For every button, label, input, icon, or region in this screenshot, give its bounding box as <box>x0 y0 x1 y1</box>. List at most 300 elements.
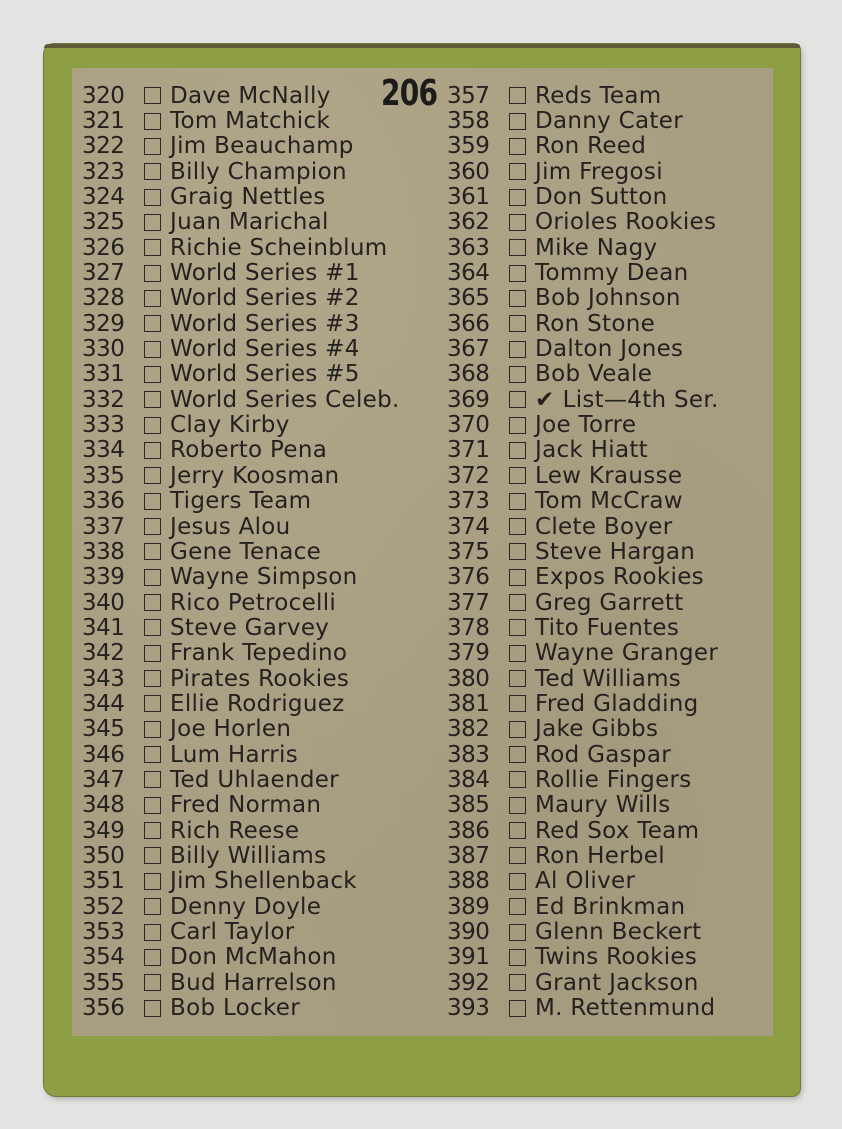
card-number-label: 338 <box>82 538 125 565</box>
checklist-entry <box>82 615 400 640</box>
checkbox[interactable] <box>144 417 161 434</box>
card-number-label: 369 <box>447 386 490 413</box>
checkbox[interactable] <box>509 366 526 383</box>
player-name: Richie Scheinblum <box>170 234 388 261</box>
checklist-entry <box>82 869 400 894</box>
player-name: Don Sutton <box>535 184 668 211</box>
checklist-entry <box>82 108 400 133</box>
player-name: World Series #4 <box>170 336 360 363</box>
checkbox[interactable] <box>509 949 526 966</box>
checkbox[interactable] <box>144 113 161 130</box>
checklist-entry <box>447 286 719 311</box>
checkbox[interactable] <box>509 797 526 814</box>
checklist-entry <box>447 260 719 285</box>
player-name: Carl Taylor <box>170 919 295 946</box>
card-number-label: 334 <box>82 437 125 464</box>
card-number-label: 380 <box>447 665 490 692</box>
player-name: Rod Gaspar <box>535 741 671 768</box>
checkbox[interactable] <box>144 974 161 991</box>
card-number-label: 329 <box>82 310 125 337</box>
player-name: Expos Rookies <box>535 564 704 591</box>
player-name: Ted Williams <box>535 665 682 692</box>
checklist-entry <box>447 83 719 108</box>
card-number-label: 361 <box>447 184 490 211</box>
checkbox[interactable] <box>509 645 526 662</box>
player-name: Jack Hiatt <box>535 437 648 464</box>
checkbox[interactable] <box>509 341 526 358</box>
checkbox[interactable] <box>509 113 526 130</box>
checkbox[interactable] <box>144 138 161 155</box>
checklist-entry <box>82 970 400 995</box>
card-number-label: 350 <box>82 842 125 869</box>
player-name: World Series #1 <box>170 260 360 287</box>
player-name: World Series Celeb. <box>170 386 400 413</box>
card-number-label: 355 <box>82 969 125 996</box>
player-name: Steve Hargan <box>535 538 696 565</box>
checklist-entry <box>447 514 719 539</box>
checklist-entry <box>82 260 400 285</box>
card-number-label: 348 <box>82 792 125 819</box>
card-number-label: 326 <box>82 234 125 261</box>
card-number-label: 325 <box>82 209 125 236</box>
player-name: Rich Reese <box>170 817 300 844</box>
player-name: Roberto Pena <box>170 437 328 464</box>
card-number-label: 366 <box>447 310 490 337</box>
card-number-label: 341 <box>82 614 125 641</box>
card-number-label: 356 <box>82 995 125 1022</box>
player-name: World Series #5 <box>170 361 360 388</box>
checklist-entry <box>82 134 400 159</box>
checklist-entry <box>447 767 719 792</box>
card-number-label: 346 <box>82 741 125 768</box>
checkbox[interactable] <box>144 822 161 839</box>
player-name: Red Sox Team <box>535 817 700 844</box>
card-number-label: 333 <box>82 412 125 439</box>
card-number-label: 331 <box>82 361 125 388</box>
card-number-label: 368 <box>447 361 490 388</box>
checklist-entry <box>447 717 719 742</box>
checklist-entry <box>82 641 400 666</box>
card-number-label: 323 <box>82 158 125 185</box>
checkbox[interactable] <box>509 417 526 434</box>
checkbox[interactable] <box>144 315 161 332</box>
card-number-label: 377 <box>447 589 490 616</box>
checklist-entry <box>82 565 400 590</box>
card-number-label: 340 <box>82 589 125 616</box>
card-number-label: 365 <box>447 285 490 312</box>
card-number-label: 378 <box>447 614 490 641</box>
player-name: Al Oliver <box>535 868 636 895</box>
card-number-label: 343 <box>82 665 125 692</box>
checklist-entry <box>447 489 719 514</box>
card-number-label: 357 <box>447 82 490 109</box>
checklist-entry <box>82 159 400 184</box>
checkbox[interactable] <box>144 695 161 712</box>
checklist-entry <box>447 818 719 843</box>
checkbox[interactable] <box>509 974 526 991</box>
checkbox[interactable] <box>144 518 161 535</box>
player-name: Ron Herbel <box>535 842 665 869</box>
checklist-entry <box>82 742 400 767</box>
player-name: Mike Nagy <box>535 234 658 261</box>
player-name: Juan Marichal <box>170 209 329 236</box>
checkbox[interactable] <box>144 391 161 408</box>
checkbox[interactable] <box>509 924 526 941</box>
checklist-entry <box>447 995 719 1020</box>
checklist-entry <box>82 311 400 336</box>
checklist-entry <box>82 336 400 361</box>
card-number-label: 342 <box>82 640 125 667</box>
checklist-entry <box>447 463 719 488</box>
player-name: Ron Stone <box>535 310 656 337</box>
checkbox[interactable] <box>509 746 526 763</box>
checklist-entry <box>82 919 400 944</box>
checkbox[interactable] <box>509 163 526 180</box>
card-number-label: 386 <box>447 817 490 844</box>
checkbox[interactable] <box>144 189 161 206</box>
checkbox[interactable] <box>509 619 526 636</box>
player-name: Fred Gladding <box>535 690 699 717</box>
player-name: Clete Boyer <box>535 513 673 540</box>
checkbox[interactable] <box>144 87 161 104</box>
card-number-label: 347 <box>82 766 125 793</box>
checklist-entry <box>82 894 400 919</box>
checklist-entry <box>447 590 719 615</box>
checkbox[interactable] <box>144 239 161 256</box>
player-name: Ellie Rodriguez <box>170 690 345 717</box>
checklist-entry <box>447 412 719 437</box>
player-name: Dave McNally <box>170 82 331 109</box>
player-name: Glenn Beckert <box>535 919 702 946</box>
player-name: Jim Fregosi <box>535 158 663 185</box>
checklist-entry <box>82 412 400 437</box>
card-number-label: 373 <box>447 488 490 515</box>
player-name: Lew Krausse <box>535 462 683 489</box>
card-number-label: 391 <box>447 944 490 971</box>
checklist-entry <box>447 539 719 564</box>
checkbox[interactable] <box>509 467 526 484</box>
card-number-label: 371 <box>447 437 490 464</box>
checkbox[interactable] <box>509 391 526 408</box>
card-number-label: 322 <box>82 133 125 160</box>
player-name: Danny Cater <box>535 108 683 135</box>
card-number-label: 372 <box>447 462 490 489</box>
card-number-label: 367 <box>447 336 490 363</box>
checklist-entry <box>447 336 719 361</box>
player-name: Grant Jackson <box>535 969 699 996</box>
card-number-label: 324 <box>82 184 125 211</box>
checklist-entry <box>447 184 719 209</box>
checkbox[interactable] <box>144 543 161 560</box>
checklist-entry <box>82 463 400 488</box>
checkbox[interactable] <box>509 670 526 687</box>
card-number-label: 354 <box>82 944 125 971</box>
card-number-label: 388 <box>447 868 490 895</box>
checkbox[interactable] <box>509 569 526 586</box>
player-name: Tommy Dean <box>535 260 689 287</box>
checkbox[interactable] <box>509 543 526 560</box>
player-name: Maury Wills <box>535 792 671 819</box>
player-name: List—4th Ser. <box>562 386 719 413</box>
checklist-entry <box>82 387 400 412</box>
checkbox[interactable] <box>144 366 161 383</box>
card-number-label: 335 <box>82 462 125 489</box>
checklist-entry <box>447 565 719 590</box>
checkbox[interactable] <box>509 214 526 231</box>
checkbox[interactable] <box>509 898 526 915</box>
card-number-label: 349 <box>82 817 125 844</box>
card-number-label: 387 <box>447 842 490 869</box>
card-number-label: 332 <box>82 386 125 413</box>
player-name: Gene Tenace <box>170 538 322 565</box>
checklist-entry <box>447 894 719 919</box>
card-number-label: 382 <box>447 716 490 743</box>
checklist-entry <box>447 438 719 463</box>
player-name: Don McMahon <box>170 944 337 971</box>
checklist-entry <box>82 767 400 792</box>
checklist-entry <box>82 717 400 742</box>
player-name: Graig Nettles <box>170 184 326 211</box>
checkbox[interactable] <box>509 873 526 890</box>
player-name: Billy Champion <box>170 158 347 185</box>
player-name: Jake Gibbs <box>535 716 659 743</box>
checklist-entry <box>82 514 400 539</box>
checkbox[interactable] <box>144 746 161 763</box>
card-number-label: 358 <box>447 108 490 135</box>
player-name: Rollie Fingers <box>535 766 692 793</box>
checkbox[interactable] <box>144 645 161 662</box>
card-number-label: 345 <box>82 716 125 743</box>
card-number-label: 379 <box>447 640 490 667</box>
checklist-entry <box>82 539 400 564</box>
checklist-entry <box>82 590 400 615</box>
card-number-label: 375 <box>447 538 490 565</box>
checklist-entry <box>447 742 719 767</box>
checkbox[interactable] <box>509 493 526 510</box>
checkbox[interactable] <box>509 847 526 864</box>
checkbox[interactable] <box>144 847 161 864</box>
player-name: Jim Shellenback <box>170 868 357 895</box>
checklist-entry <box>447 362 719 387</box>
checkbox[interactable] <box>509 442 526 459</box>
checkbox[interactable] <box>509 265 526 282</box>
checkbox[interactable] <box>509 189 526 206</box>
checkbox[interactable] <box>144 569 161 586</box>
checkbox[interactable] <box>144 898 161 915</box>
checkbox[interactable] <box>509 771 526 788</box>
checklist-entry <box>447 843 719 868</box>
checklist-entry <box>447 945 719 970</box>
checklist-entry <box>447 159 719 184</box>
checklist-entry <box>82 818 400 843</box>
player-name: Jesus Alou <box>170 513 291 540</box>
card-number-label: 383 <box>447 741 490 768</box>
player-name: Frank Tepedino <box>170 640 348 667</box>
checklist-entry <box>82 793 400 818</box>
checklist-entry <box>82 235 400 260</box>
checkbox[interactable] <box>509 315 526 332</box>
checklist-entry <box>82 184 400 209</box>
card-number-label: 351 <box>82 868 125 895</box>
player-name: Bud Harrelson <box>170 969 337 996</box>
checklist-entry <box>447 134 719 159</box>
player-name: Fred Norman <box>170 792 322 819</box>
player-name: Billy Williams <box>170 842 327 869</box>
card-number-label: 321 <box>82 108 125 135</box>
checkbox[interactable] <box>509 594 526 611</box>
checkbox[interactable] <box>509 518 526 535</box>
checkbox[interactable] <box>144 721 161 738</box>
checkbox[interactable] <box>509 290 526 307</box>
player-name: Tigers Team <box>170 488 312 515</box>
checklist-entry <box>447 919 719 944</box>
player-name: Pirates Rookies <box>170 665 350 692</box>
card-number-label: 344 <box>82 690 125 717</box>
player-name: Rico Petrocelli <box>170 589 337 616</box>
card-number-label: 330 <box>82 336 125 363</box>
card-number-label: 389 <box>447 893 490 920</box>
card-number-label: 339 <box>82 564 125 591</box>
card-number-label: 384 <box>447 766 490 793</box>
checkbox[interactable] <box>509 721 526 738</box>
checklist-entry <box>447 387 719 412</box>
player-name: Lum Harris <box>170 741 298 768</box>
player-name: Clay Kirby <box>170 412 290 439</box>
player-name: Ed Brinkman <box>535 893 686 920</box>
card-number-label: 385 <box>447 792 490 819</box>
player-name: Tito Fuentes <box>535 614 680 641</box>
checklist-entry <box>82 945 400 970</box>
card-number-label: 352 <box>82 893 125 920</box>
checklist-entry <box>82 286 400 311</box>
checkbox[interactable] <box>144 442 161 459</box>
player-name: Steve Garvey <box>170 614 330 641</box>
player-name: Denny Doyle <box>170 893 322 920</box>
checkbox[interactable] <box>509 138 526 155</box>
checkbox[interactable] <box>144 341 161 358</box>
checklist-entry <box>447 210 719 235</box>
card-number-label: 374 <box>447 513 490 540</box>
player-name: Tom Matchick <box>170 108 331 135</box>
checklist-entry <box>82 691 400 716</box>
card-number-label: 390 <box>447 919 490 946</box>
card-number-label: 336 <box>82 488 125 515</box>
player-name: World Series #2 <box>170 285 360 312</box>
checklist-entry <box>447 970 719 995</box>
checkbox[interactable] <box>144 493 161 510</box>
checklist-entry <box>82 489 400 514</box>
player-name: Greg Garrett <box>535 589 684 616</box>
card-number-label: 381 <box>447 690 490 717</box>
checklist-entry <box>82 362 400 387</box>
card-number-label: 360 <box>447 158 490 185</box>
checklist-entry <box>82 995 400 1020</box>
checkbox[interactable] <box>144 163 161 180</box>
player-name: Wayne Granger <box>535 640 719 667</box>
checkbox[interactable] <box>144 265 161 282</box>
checklist-entry <box>447 235 719 260</box>
player-name: Wayne Simpson <box>170 564 358 591</box>
checkbox[interactable] <box>144 214 161 231</box>
checklist-entry <box>447 615 719 640</box>
checkbox[interactable] <box>509 87 526 104</box>
card-number-label: 328 <box>82 285 125 312</box>
checkbox[interactable] <box>509 695 526 712</box>
card-number-label: 362 <box>447 209 490 236</box>
player-name: Jerry Koosman <box>170 462 340 489</box>
card-number-label: 359 <box>447 133 490 160</box>
card-top-edge <box>44 44 800 48</box>
player-name: Tom McCraw <box>535 488 683 515</box>
player-name: Dalton Jones <box>535 336 684 363</box>
card-number-label: 320 <box>82 82 125 109</box>
checklist-entry <box>447 311 719 336</box>
checklist-entry <box>447 793 719 818</box>
checklist-entry <box>82 666 400 691</box>
checkbox[interactable] <box>144 467 161 484</box>
checklist-left-column <box>82 83 400 1021</box>
checkbox[interactable] <box>144 873 161 890</box>
checkbox[interactable] <box>144 594 161 611</box>
checkbox[interactable] <box>144 949 161 966</box>
checkbox[interactable] <box>144 797 161 814</box>
checklist-entry <box>447 666 719 691</box>
checkmark-icon: ✔ <box>535 386 555 413</box>
player-name: Joe Torre <box>535 412 637 439</box>
player-name: Jim Beauchamp <box>170 133 354 160</box>
player-name: Orioles Rookies <box>535 209 717 236</box>
card-number-label: 392 <box>447 969 490 996</box>
player-name: Ron Reed <box>535 133 647 160</box>
checklist-entry <box>447 641 719 666</box>
checklist-entry <box>82 210 400 235</box>
card-number-label: 327 <box>82 260 125 287</box>
checkbox[interactable] <box>509 1000 526 1017</box>
checklist-entry <box>447 108 719 133</box>
card-number-label: 364 <box>447 260 490 287</box>
checklist-right-column <box>447 83 719 1021</box>
card-number-label: 376 <box>447 564 490 591</box>
card-number-label: 337 <box>82 513 125 540</box>
checkbox[interactable] <box>144 619 161 636</box>
checkbox[interactable] <box>509 822 526 839</box>
player-name: Ted Uhlaender <box>170 766 339 793</box>
checklist-entry <box>82 438 400 463</box>
player-name: M. Rettenmund <box>535 995 716 1022</box>
player-name: Bob Johnson <box>535 285 681 312</box>
checkbox[interactable] <box>509 239 526 256</box>
checklist-entry <box>447 691 719 716</box>
player-name: Twins Rookies <box>535 944 698 971</box>
card-number: 206 <box>381 73 438 114</box>
checklist-entry <box>82 83 400 108</box>
card-number-label: 393 <box>447 995 490 1022</box>
player-name: Bob Veale <box>535 361 653 388</box>
card-number-label: 353 <box>82 919 125 946</box>
checkbox[interactable] <box>144 771 161 788</box>
player-name: Joe Horlen <box>170 716 292 743</box>
checkbox[interactable] <box>144 1000 161 1017</box>
player-name: World Series #3 <box>170 310 360 337</box>
checklist-entry <box>82 843 400 868</box>
checklist-entry <box>447 869 719 894</box>
checkbox[interactable] <box>144 290 161 307</box>
checkbox[interactable] <box>144 924 161 941</box>
card-number-label: 363 <box>447 234 490 261</box>
checkbox[interactable] <box>144 670 161 687</box>
card-number-label: 370 <box>447 412 490 439</box>
player-name: Reds Team <box>535 82 662 109</box>
